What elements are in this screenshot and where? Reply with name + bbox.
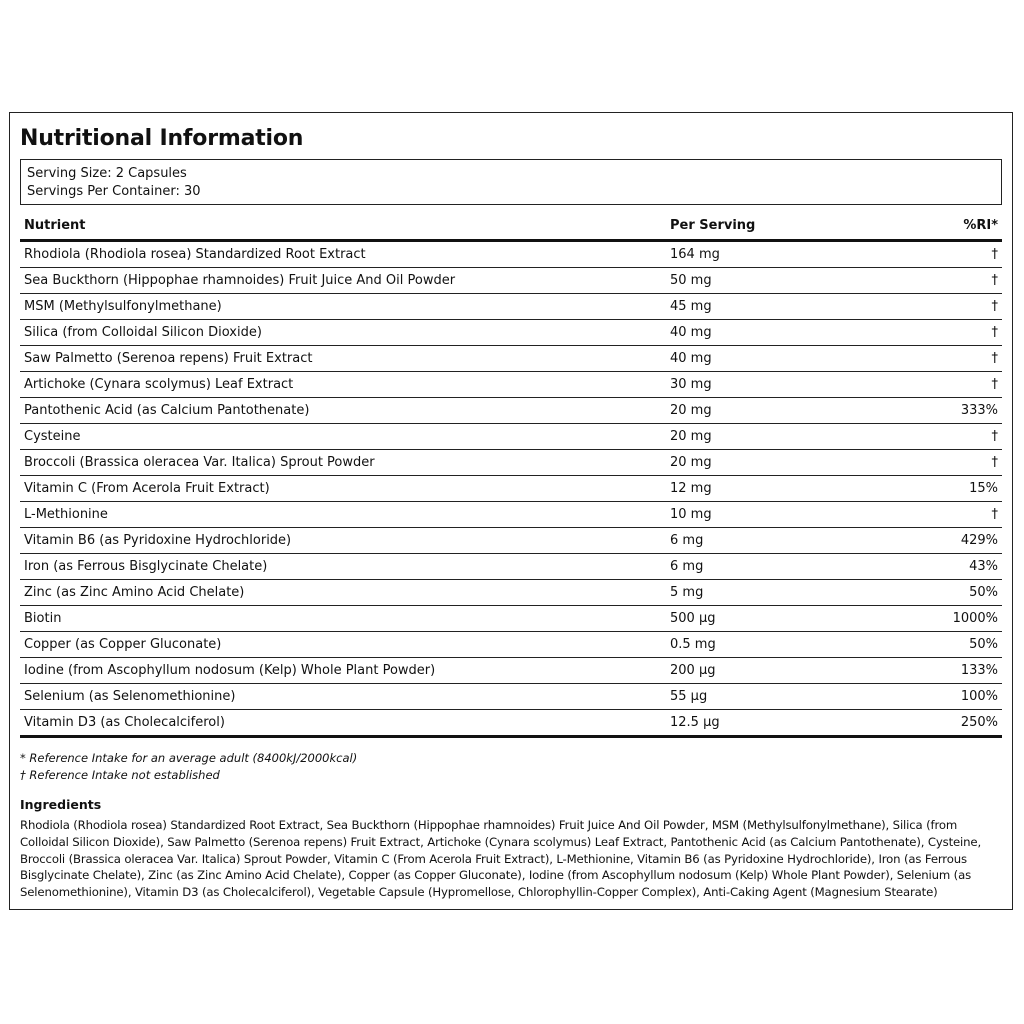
nutrient-name: L-Methionine — [20, 502, 666, 528]
ingredients-text: Rhodiola (Rhodiola rosea) Standardized Root Extract, Sea Buckthorn (Hippophae rhamnoides) Fruit Juice And Oil Powder, MSM (Methylsulfonylmethane), Silica (from Colloidal Silicon Dioxide), Saw Palmetto (Serenoa repens) Fruit Extract, Artichoke (Cynara scolymus) Leaf Extract, Pantothenic Acid (as Calcium Pantothenate), Cysteine, Broccoli (Brassica oleracea Var. Italica) Sprout Powder, Vitamin C (From Acerola Fruit Extract), L-Methionine, Vitamin B6 (as Pyridoxine Hydrochloride), Iron (as Ferrous Bisglycinate Chelate), Zinc (as Zinc Amino Acid Chelate), Copper (as Copper Gluconate), Iodine (from Ascophyllum nodosum (Kelp) Whole Plant Powder), Selenium (as Selenomethionine), Vitamin D3 (as Cholecalciferol), Vegetable Capsule (Hypromellose, Chlorophyllin-Copper Complex), Anti-Caking Agent (Magnesium Stearate) — [20, 818, 982, 900]
per-serving-amount: 500 µg — [666, 606, 898, 632]
table-row — [20, 528, 1002, 554]
ri-percent: 1000% — [898, 606, 1002, 632]
per-serving-amount: 6 mg — [666, 528, 898, 554]
nutrient-name: Vitamin D3 (as Cholecalciferol) — [20, 710, 666, 737]
table-row — [20, 554, 1002, 580]
ri-percent: 429% — [898, 528, 1002, 554]
footnote-reference-intake: * Reference Intake for an average adult (8400kJ/2000kcal) — [20, 751, 358, 765]
nutrient-name: Zinc (as Zinc Amino Acid Chelate) — [20, 580, 666, 606]
per-serving-amount: 5 mg — [666, 580, 898, 606]
serving-size: Serving Size: 2 Capsules — [27, 166, 187, 181]
ri-percent: 100% — [898, 684, 1002, 710]
header-ri: %RI* — [898, 212, 1002, 241]
per-serving-amount: 40 mg — [666, 346, 898, 372]
nutrient-name: Pantothenic Acid (as Calcium Pantothenate) — [20, 398, 666, 424]
table-row — [20, 372, 1002, 398]
table-row — [20, 502, 1002, 528]
nutrient-table-body — [20, 241, 1002, 737]
per-serving-amount: 10 mg — [666, 502, 898, 528]
nutrient-name: MSM (Methylsulfonylmethane) — [20, 294, 666, 320]
page-title: Nutritional Information — [20, 126, 304, 151]
nutrition-panel — [9, 112, 1013, 910]
ri-percent: † — [898, 294, 1002, 320]
per-serving-amount: 20 mg — [666, 424, 898, 450]
table-row — [20, 710, 1002, 737]
ri-percent: † — [898, 424, 1002, 450]
per-serving-amount: 30 mg — [666, 372, 898, 398]
ri-percent: † — [898, 372, 1002, 398]
nutrient-name: Vitamin B6 (as Pyridoxine Hydrochloride) — [20, 528, 666, 554]
table-row — [20, 320, 1002, 346]
table-row — [20, 424, 1002, 450]
table-row — [20, 241, 1002, 268]
nutrient-name: Sea Buckthorn (Hippophae rhamnoides) Fruit Juice And Oil Powder — [20, 268, 666, 294]
header-per-serving: Per Serving — [666, 212, 898, 241]
ri-percent: † — [898, 346, 1002, 372]
per-serving-amount: 40 mg — [666, 320, 898, 346]
table-row — [20, 294, 1002, 320]
header-nutrient: Nutrient — [20, 212, 666, 241]
nutrient-name: Broccoli (Brassica oleracea Var. Italica) Sprout Powder — [20, 450, 666, 476]
serving-info-box — [20, 159, 1002, 205]
nutrient-name: Rhodiola (Rhodiola rosea) Standardized Root Extract — [20, 241, 666, 268]
ri-percent: † — [898, 320, 1002, 346]
nutrient-name: Iron (as Ferrous Bisglycinate Chelate) — [20, 554, 666, 580]
per-serving-amount: 50 mg — [666, 268, 898, 294]
nutrient-name: Copper (as Copper Gluconate) — [20, 632, 666, 658]
footnote-not-established: † Reference Intake not established — [20, 768, 220, 782]
nutrient-name: Saw Palmetto (Serenoa repens) Fruit Extract — [20, 346, 666, 372]
ri-percent: 50% — [898, 580, 1002, 606]
per-serving-amount: 20 mg — [666, 450, 898, 476]
per-serving-amount: 45 mg — [666, 294, 898, 320]
nutrient-name: Artichoke (Cynara scolymus) Leaf Extract — [20, 372, 666, 398]
nutrient-name: Silica (from Colloidal Silicon Dioxide) — [20, 320, 666, 346]
nutrient-name: Selenium (as Selenomethionine) — [20, 684, 666, 710]
ri-percent: † — [898, 502, 1002, 528]
per-serving-amount: 0.5 mg — [666, 632, 898, 658]
ri-percent: 333% — [898, 398, 1002, 424]
nutrient-table — [20, 212, 1002, 738]
table-row — [20, 268, 1002, 294]
per-serving-amount: 12 mg — [666, 476, 898, 502]
nutrient-name: Vitamin C (From Acerola Fruit Extract) — [20, 476, 666, 502]
per-serving-amount: 55 µg — [666, 684, 898, 710]
per-serving-amount: 12.5 µg — [666, 710, 898, 737]
table-row — [20, 398, 1002, 424]
ri-percent: 50% — [898, 632, 1002, 658]
table-row — [20, 658, 1002, 684]
ri-percent: 43% — [898, 554, 1002, 580]
table-header-row — [20, 212, 1002, 241]
nutrient-name: Cysteine — [20, 424, 666, 450]
ri-percent: † — [898, 241, 1002, 268]
per-serving-amount: 200 µg — [666, 658, 898, 684]
nutrient-name: Biotin — [20, 606, 666, 632]
ri-percent: † — [898, 450, 1002, 476]
ri-percent: 250% — [898, 710, 1002, 737]
servings-per-container: Servings Per Container: 30 — [27, 184, 201, 199]
ri-percent: † — [898, 268, 1002, 294]
per-serving-amount: 164 mg — [666, 241, 898, 268]
table-row — [20, 606, 1002, 632]
table-row — [20, 346, 1002, 372]
table-row — [20, 632, 1002, 658]
nutrient-name: Iodine (from Ascophyllum nodosum (Kelp) Whole Plant Powder) — [20, 658, 666, 684]
ri-percent: 133% — [898, 658, 1002, 684]
per-serving-amount: 6 mg — [666, 554, 898, 580]
table-row — [20, 450, 1002, 476]
ingredients-heading: Ingredients — [20, 797, 102, 812]
table-row — [20, 476, 1002, 502]
per-serving-amount: 20 mg — [666, 398, 898, 424]
table-row — [20, 580, 1002, 606]
footnotes — [20, 750, 1002, 784]
table-row — [20, 684, 1002, 710]
ri-percent: 15% — [898, 476, 1002, 502]
